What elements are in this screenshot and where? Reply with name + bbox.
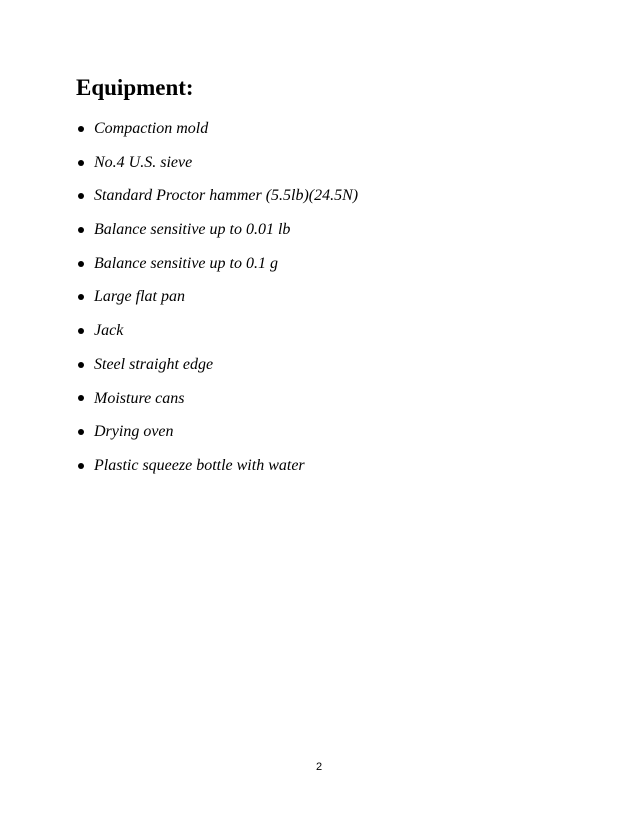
list-item-text: Compaction mold	[94, 120, 209, 137]
list-item-text: Moisture cans	[94, 389, 185, 407]
bullet-icon	[78, 328, 84, 334]
list-item-text: Steel straight edge	[94, 355, 214, 373]
bullet-icon	[78, 463, 84, 469]
bullet-icon	[78, 193, 84, 199]
list-item-text: Standard Proctor hammer (5.5lb)(24.5N)	[94, 187, 359, 205]
list-item-text: Balance sensitive up to 0.1 g	[94, 254, 278, 272]
bullet-icon	[78, 294, 84, 300]
bullet-icon	[78, 395, 84, 401]
bullet-icon	[78, 227, 84, 233]
list-item-text: Drying oven	[94, 423, 174, 441]
list-item-text: Large flat pan	[94, 288, 185, 306]
bullet-icon	[78, 261, 84, 267]
page-number: 2	[315, 761, 323, 773]
list-item-text: Jack	[94, 322, 124, 340]
list-item-text: No.4 U.S. sieve	[94, 153, 193, 171]
section-heading: Equipment:	[76, 75, 194, 100]
bullet-icon	[78, 160, 84, 166]
bullet-icon	[78, 362, 84, 368]
bullet-icon	[78, 429, 84, 435]
bullet-icon	[78, 126, 84, 132]
list-item-text: Plastic squeeze bottle with water	[94, 456, 305, 474]
list-item-text: Balance sensitive up to 0.01 lb	[94, 221, 291, 239]
